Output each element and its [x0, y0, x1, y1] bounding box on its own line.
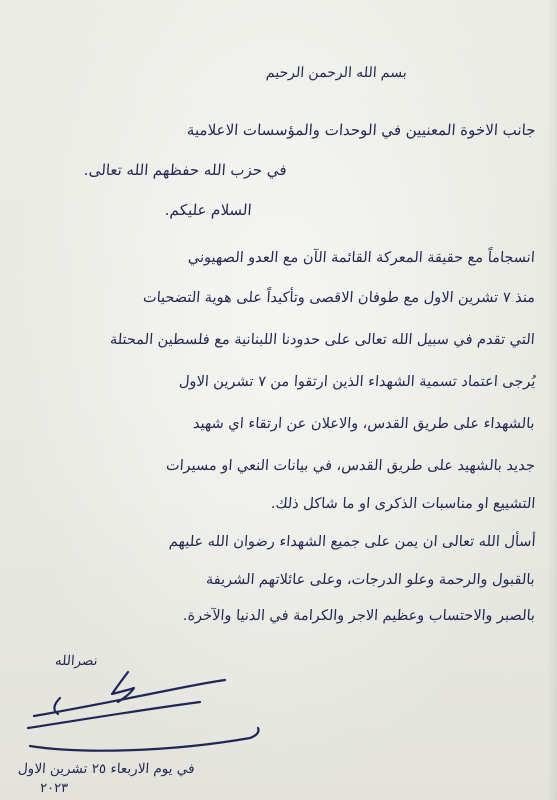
page-edge-shadow [547, 0, 557, 800]
body-line: التشييع او مناسبات الذكرى او ما شاكل ذلك. [270, 496, 536, 512]
body-line: بالصبر والاحتساب وعظيم الاجر والكرامة في الدنيا والآخرة. [182, 608, 536, 624]
basmala: بسم الله الرحمن الرحيم [265, 65, 408, 81]
greeting: السلام عليكم. [164, 201, 253, 219]
handwritten-signature [20, 668, 270, 768]
address-line-1: جانب الاخوة المعنيين في الوحدات والمؤسسات الاعلامية [185, 121, 536, 139]
signature-stroke [34, 680, 225, 716]
body-line: يُرجى اعتماد تسمية الشهداء الذين ارتقوا من ٧ تشرين الاول [177, 374, 536, 390]
body-line: جديد بالشهيد على طريق القدس، في بيانات النعي او مسيرات [165, 458, 536, 474]
body-line: بالشهداء على طريق القدس، والاعلان عن ارتقاء اي شهيد [192, 416, 536, 432]
date-line: في يوم الاربعاء ٢٥ تشرين الاول [17, 761, 196, 777]
body-line: أسأل الله تعالى ان يمن على جميع الشهداء رضوان الله عليهم [167, 534, 536, 550]
body-line: انسجاماً مع حقيقة المعركة القائمة الآن مع العدو الصهيوني [187, 250, 536, 266]
body-line: منذ ٧ تشرين الاول مع طوفان الاقصى وتأكيداً على هوية التضحيات [142, 290, 536, 306]
address-line-2: في حزب الله حفظهم الله تعالى. [83, 161, 288, 179]
body-line: بالقبول والرحمة وعلو الدرجات، وعلى عائلاتهم الشريفة [205, 572, 536, 588]
signatory-name: نصرالله [54, 653, 99, 669]
body-line: التي تقدم في سبيل الله تعالى على حدودنا اللبنانية مع فلسطين المحتلة [109, 332, 536, 348]
date-year: ٢٠٢٣ [39, 781, 69, 796]
signature-stroke [30, 728, 259, 751]
